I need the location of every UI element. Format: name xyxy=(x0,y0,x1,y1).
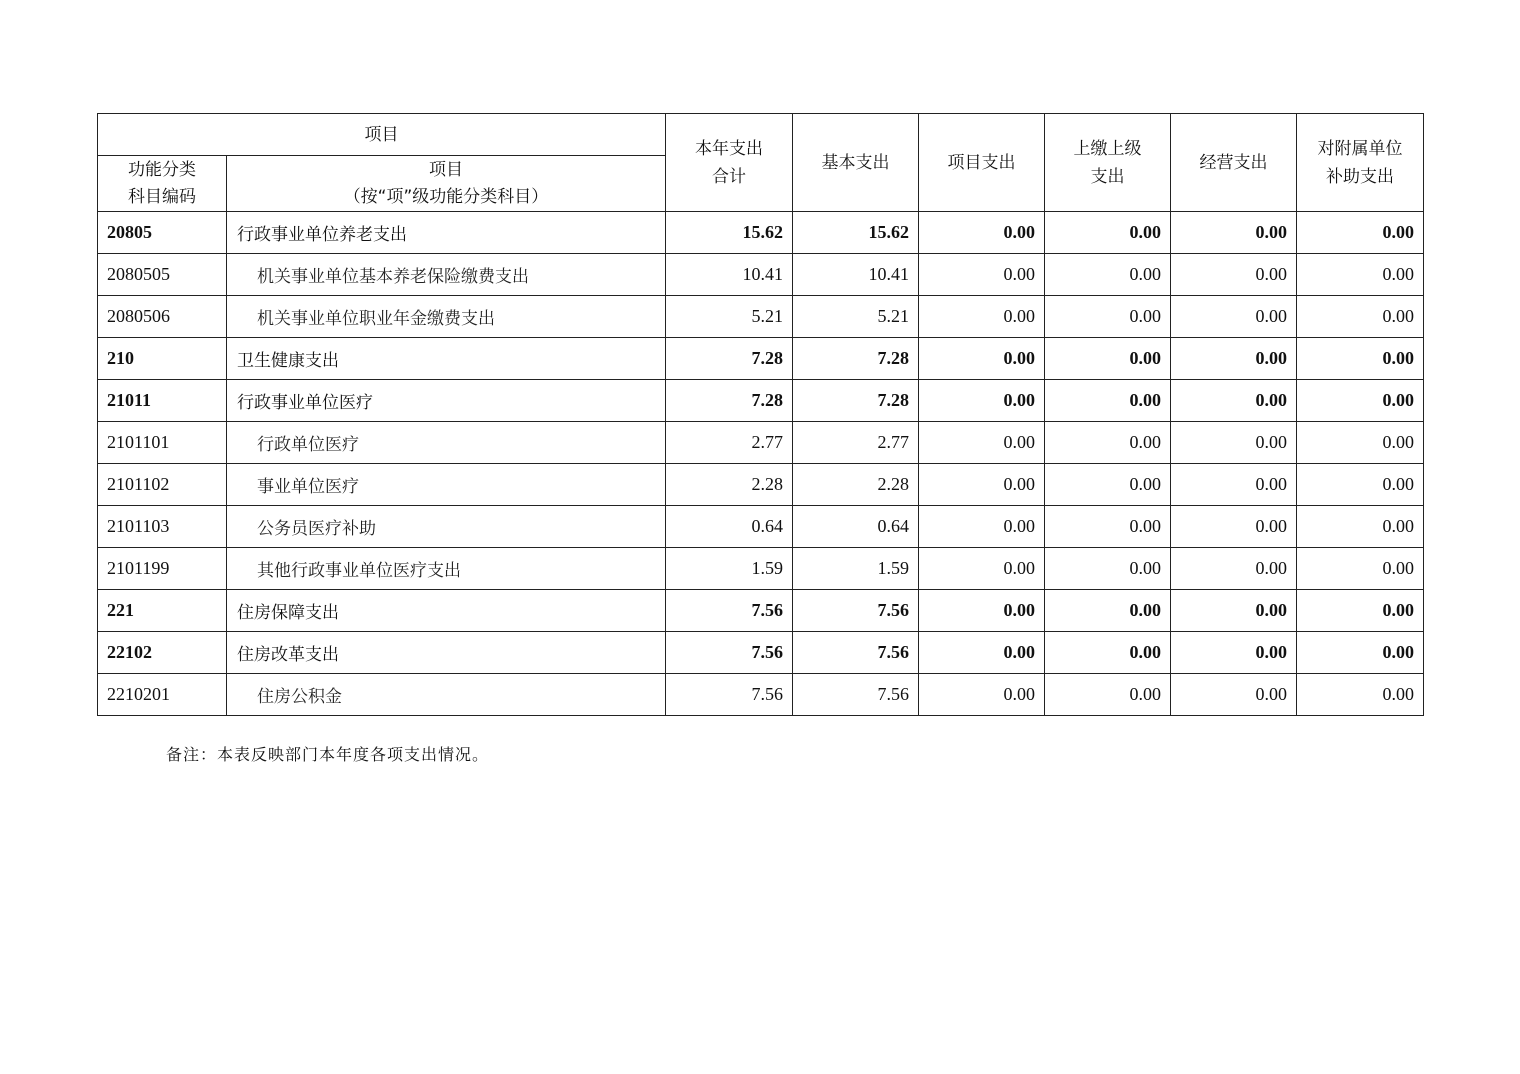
row-code: 2080506 xyxy=(98,296,227,338)
table-row xyxy=(98,464,1424,506)
row-total: 2.77 xyxy=(666,422,793,464)
table-footnote: 备注：本表反映部门本年度各项支出情况。 xyxy=(166,745,490,764)
row-total: 10.41 xyxy=(666,254,793,296)
header-subsidy-line1: 对附属单位 xyxy=(1317,138,1403,159)
row-project: 0.00 xyxy=(919,674,1045,716)
row-upper: 0.00 xyxy=(1045,506,1171,548)
header-name xyxy=(227,156,666,212)
row-business: 0.00 xyxy=(1171,632,1297,674)
header-total-line1: 本年支出 xyxy=(695,138,763,159)
row-basic: 1.59 xyxy=(793,548,919,590)
row-upper: 0.00 xyxy=(1045,464,1171,506)
table-row xyxy=(98,380,1424,422)
row-subsidy: 0.00 xyxy=(1297,548,1424,590)
row-basic: 2.28 xyxy=(793,464,919,506)
row-code: 2101102 xyxy=(98,464,227,506)
row-project: 0.00 xyxy=(919,422,1045,464)
table-row xyxy=(98,506,1424,548)
row-subsidy: 0.00 xyxy=(1297,590,1424,632)
row-total: 15.62 xyxy=(666,212,793,254)
row-business: 0.00 xyxy=(1171,212,1297,254)
row-name: 机关事业单位基本养老保险缴费支出 xyxy=(227,254,666,296)
row-project: 0.00 xyxy=(919,212,1045,254)
header-basic: 基本支出 xyxy=(793,114,919,212)
row-total: 7.56 xyxy=(666,674,793,716)
row-basic: 7.28 xyxy=(793,338,919,380)
row-total: 7.28 xyxy=(666,338,793,380)
header-business: 经营支出 xyxy=(1171,114,1297,212)
row-code: 2080505 xyxy=(98,254,227,296)
row-code: 2101103 xyxy=(98,506,227,548)
row-subsidy: 0.00 xyxy=(1297,254,1424,296)
header-subsidy-line2: 补助支出 xyxy=(1326,166,1394,187)
row-basic: 7.56 xyxy=(793,674,919,716)
table-row xyxy=(98,254,1424,296)
row-name: 公务员医疗补助 xyxy=(227,506,666,548)
row-subsidy: 0.00 xyxy=(1297,464,1424,506)
row-business: 0.00 xyxy=(1171,506,1297,548)
table-body xyxy=(98,212,1424,716)
table-row xyxy=(98,212,1424,254)
table-row xyxy=(98,590,1424,632)
row-business: 0.00 xyxy=(1171,590,1297,632)
row-code: 210 xyxy=(98,338,227,380)
row-project: 0.00 xyxy=(919,296,1045,338)
row-code: 20805 xyxy=(98,212,227,254)
row-total: 0.64 xyxy=(666,506,793,548)
header-group-item: 项目 xyxy=(98,114,666,156)
row-project: 0.00 xyxy=(919,254,1045,296)
row-business: 0.00 xyxy=(1171,674,1297,716)
expenditure-table xyxy=(97,113,1424,716)
header-row-top xyxy=(98,114,1424,156)
row-name: 行政单位医疗 xyxy=(227,422,666,464)
row-total: 5.21 xyxy=(666,296,793,338)
row-business: 0.00 xyxy=(1171,338,1297,380)
row-code: 221 xyxy=(98,590,227,632)
header-project: 项目支出 xyxy=(919,114,1045,212)
row-name: 事业单位医疗 xyxy=(227,464,666,506)
row-upper: 0.00 xyxy=(1045,674,1171,716)
row-total: 7.28 xyxy=(666,380,793,422)
row-basic: 5.21 xyxy=(793,296,919,338)
row-project: 0.00 xyxy=(919,590,1045,632)
header-upper-line2: 支出 xyxy=(1090,166,1125,187)
table-header xyxy=(98,114,1424,212)
row-project: 0.00 xyxy=(919,464,1045,506)
header-subsidy xyxy=(1297,114,1424,212)
row-name: 其他行政事业单位医疗支出 xyxy=(227,548,666,590)
row-subsidy: 0.00 xyxy=(1297,632,1424,674)
row-total: 1.59 xyxy=(666,548,793,590)
row-business: 0.00 xyxy=(1171,548,1297,590)
row-upper: 0.00 xyxy=(1045,296,1171,338)
header-name-line1: 项目 xyxy=(429,159,463,180)
row-subsidy: 0.00 xyxy=(1297,506,1424,548)
row-name: 住房公积金 xyxy=(227,674,666,716)
row-code: 2210201 xyxy=(98,674,227,716)
header-code xyxy=(98,156,227,212)
row-subsidy: 0.00 xyxy=(1297,674,1424,716)
header-total xyxy=(666,114,793,212)
row-name: 行政事业单位养老支出 xyxy=(227,212,666,254)
row-basic: 7.56 xyxy=(793,590,919,632)
row-business: 0.00 xyxy=(1171,422,1297,464)
row-upper: 0.00 xyxy=(1045,380,1171,422)
header-upper-line1: 上缴上级 xyxy=(1073,138,1142,159)
row-upper: 0.00 xyxy=(1045,212,1171,254)
header-name-line2: （按“项”级功能分类科目） xyxy=(343,186,549,207)
table-row xyxy=(98,338,1424,380)
row-name: 住房保障支出 xyxy=(227,590,666,632)
table-row xyxy=(98,548,1424,590)
row-upper: 0.00 xyxy=(1045,632,1171,674)
row-upper: 0.00 xyxy=(1045,590,1171,632)
row-code: 21011 xyxy=(98,380,227,422)
table-row xyxy=(98,674,1424,716)
row-name: 住房改革支出 xyxy=(227,632,666,674)
row-basic: 0.64 xyxy=(793,506,919,548)
table-row xyxy=(98,422,1424,464)
row-basic: 10.41 xyxy=(793,254,919,296)
row-subsidy: 0.00 xyxy=(1297,338,1424,380)
row-subsidy: 0.00 xyxy=(1297,422,1424,464)
row-code: 2101101 xyxy=(98,422,227,464)
row-project: 0.00 xyxy=(919,632,1045,674)
row-total: 7.56 xyxy=(666,590,793,632)
row-business: 0.00 xyxy=(1171,254,1297,296)
row-business: 0.00 xyxy=(1171,464,1297,506)
row-name: 卫生健康支出 xyxy=(227,338,666,380)
row-upper: 0.00 xyxy=(1045,338,1171,380)
row-business: 0.00 xyxy=(1171,296,1297,338)
table-row xyxy=(98,632,1424,674)
row-total: 2.28 xyxy=(666,464,793,506)
row-subsidy: 0.00 xyxy=(1297,212,1424,254)
row-project: 0.00 xyxy=(919,548,1045,590)
row-basic: 7.56 xyxy=(793,632,919,674)
row-project: 0.00 xyxy=(919,338,1045,380)
row-subsidy: 0.00 xyxy=(1297,380,1424,422)
expenditure-table-container xyxy=(97,113,1423,716)
row-basic: 15.62 xyxy=(793,212,919,254)
row-subsidy: 0.00 xyxy=(1297,296,1424,338)
row-project: 0.00 xyxy=(919,506,1045,548)
row-upper: 0.00 xyxy=(1045,254,1171,296)
row-project: 0.00 xyxy=(919,380,1045,422)
row-upper: 0.00 xyxy=(1045,548,1171,590)
header-code-line2: 科目编码 xyxy=(128,186,196,207)
table-row xyxy=(98,296,1424,338)
row-total: 7.56 xyxy=(666,632,793,674)
row-business: 0.00 xyxy=(1171,380,1297,422)
row-code: 2101199 xyxy=(98,548,227,590)
row-basic: 7.28 xyxy=(793,380,919,422)
header-code-line1: 功能分类 xyxy=(128,159,196,180)
row-name: 机关事业单位职业年金缴费支出 xyxy=(227,296,666,338)
row-name: 行政事业单位医疗 xyxy=(227,380,666,422)
header-total-line2: 合计 xyxy=(712,166,746,187)
row-basic: 2.77 xyxy=(793,422,919,464)
row-upper: 0.00 xyxy=(1045,422,1171,464)
row-code: 22102 xyxy=(98,632,227,674)
header-upper xyxy=(1045,114,1171,212)
